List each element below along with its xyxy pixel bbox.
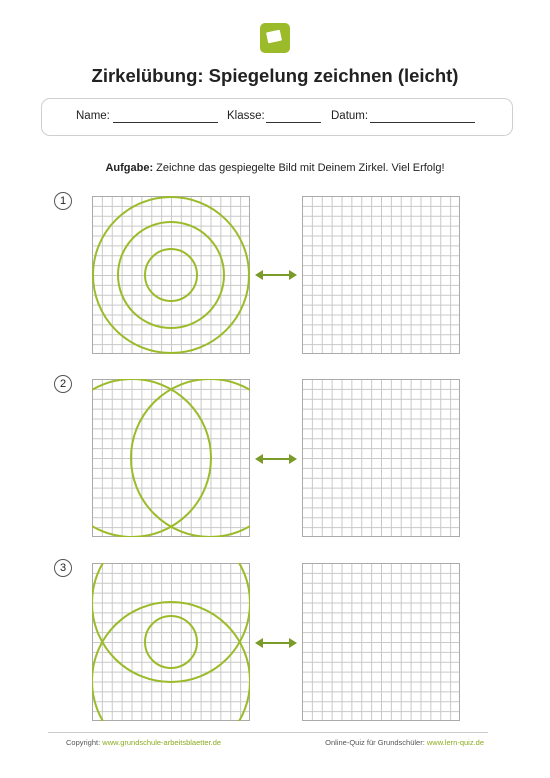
double-arrow-icon	[255, 269, 297, 281]
circle-inner	[145, 249, 197, 301]
copyright-label: Copyright:	[66, 738, 103, 747]
student-info-box	[41, 98, 513, 136]
double-arrow-icon	[255, 453, 297, 465]
class-label: Klasse:	[227, 110, 265, 122]
logo-icon	[260, 23, 290, 53]
template-drawing	[92, 563, 250, 721]
answer-grid[interactable]	[302, 196, 460, 354]
footer-quiz	[325, 738, 484, 747]
name-field[interactable]	[113, 122, 218, 123]
template-drawing	[92, 379, 250, 537]
exercise-number: 2	[54, 375, 72, 393]
task-label: Aufgabe:	[105, 162, 154, 174]
task-text: Zeichne das gespiegelte Bild mit Deinem Zirkel. Viel Erfolg!	[153, 162, 445, 174]
copyright-link[interactable]: www.grundschule-arbeitsblaetter.de	[102, 738, 222, 747]
quiz-label: Online-Quiz für Grundschüler:	[325, 738, 427, 747]
page-title: Zirkelübung: Spiegelung zeichnen (leicht)	[91, 65, 459, 86]
exercise-number: 1	[54, 192, 72, 210]
footer-copyright	[66, 738, 221, 747]
class-field[interactable]	[266, 122, 321, 123]
exercise-number: 3	[54, 559, 72, 577]
quiz-link[interactable]: www.lern-quiz.de	[426, 738, 484, 747]
answer-grid[interactable]	[302, 563, 460, 721]
circle-outer	[93, 197, 249, 353]
task-instruction	[0, 162, 550, 174]
date-field[interactable]	[370, 122, 475, 123]
double-arrow-icon	[255, 637, 297, 649]
circle-middle	[118, 222, 224, 328]
date-label: Datum:	[331, 110, 369, 122]
name-label: Name:	[76, 110, 110, 122]
footer-divider	[48, 732, 488, 733]
paper-sheet-icon	[266, 30, 282, 44]
circle-center	[145, 616, 197, 668]
template-drawing	[92, 196, 250, 354]
answer-grid[interactable]	[302, 379, 460, 537]
